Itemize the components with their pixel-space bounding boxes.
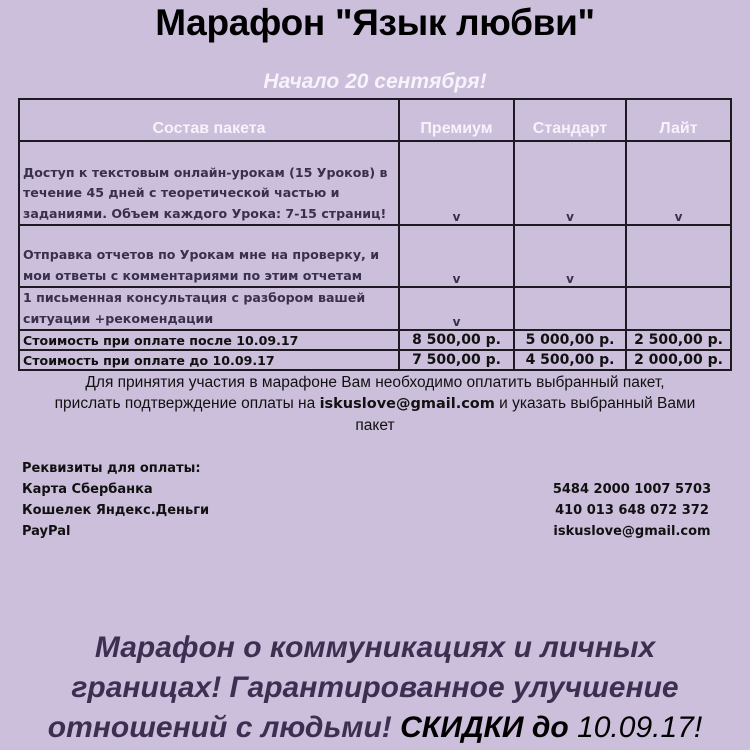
lite-check-mark: v xyxy=(626,141,731,225)
table-row xyxy=(19,225,731,287)
slogan-line: Марафон о коммуникациях и личных xyxy=(94,631,656,664)
payment-method-sberbank xyxy=(22,479,722,500)
standard-check-mark: v xyxy=(514,141,626,225)
payment-method-paypal xyxy=(22,521,722,542)
payment-method-label: Карта Сбербанка xyxy=(22,482,153,497)
premium-price: 7 500,00 р. xyxy=(399,350,514,370)
payment-method-value: 410 013 648 072 372 xyxy=(555,503,709,518)
column-header-premium: Премиум xyxy=(399,99,514,141)
standard-check-mark xyxy=(514,287,626,330)
column-header-standard: Стандарт xyxy=(514,99,626,141)
lite-check-mark xyxy=(626,287,731,330)
standard-price: 5 000,00 р. xyxy=(514,330,626,350)
column-header-lite: Лайт xyxy=(626,99,731,141)
payment-method-value[interactable]: iskuslove@gmail.com xyxy=(553,524,711,539)
promo-slogan xyxy=(0,628,750,748)
instructions-text: прислать подтверждение оплаты на xyxy=(54,395,320,412)
payment-heading: Реквизиты для оплаты: xyxy=(22,461,201,476)
lite-price: 2 000,00 р. xyxy=(626,350,731,370)
instructions-line: пакет xyxy=(355,417,395,434)
page-title: Марафон "Язык любви" xyxy=(155,2,595,43)
instructions-text: и указать выбранный Вами xyxy=(494,395,696,412)
payment-method-yandex xyxy=(22,500,722,521)
price-row-after xyxy=(19,330,731,350)
slogan-line: границах! Гарантированное улучшение xyxy=(71,671,679,704)
slogan-line xyxy=(0,708,750,748)
price-label: Стоимость при оплате до 10.09.17 xyxy=(19,350,399,370)
instructions-line xyxy=(0,393,750,415)
standard-price: 4 500,00 р. xyxy=(514,350,626,370)
package-comparison-table xyxy=(18,98,732,371)
lite-check-mark xyxy=(626,225,731,287)
payment-method-label: Кошелек Яндекс.Деньги xyxy=(22,503,210,518)
feature-description: Отправка отчетов по Урокам мне на проверку, и мои ответы с комментариями по этим отчетам xyxy=(19,225,399,287)
feature-description: Доступ к текстовым онлайн-урокам (15 Уроков) в течение 45 дней с теоретической частью и заданиями. Объем каждого Урока: 7-15 страниц! xyxy=(19,141,399,225)
payment-method-label: PayPal xyxy=(22,524,71,539)
table-row xyxy=(19,287,731,330)
contact-email-link[interactable]: iskuslove@gmail.com xyxy=(319,396,495,412)
table-header-row xyxy=(19,99,731,141)
discount-date: 10.09.17! xyxy=(577,711,703,744)
start-date-subtitle: Начало 20 сентября! xyxy=(263,70,487,93)
payment-method-value: 5484 2000 1007 5703 xyxy=(552,482,712,497)
premium-price: 8 500,00 р. xyxy=(399,330,514,350)
table-row xyxy=(19,141,731,225)
premium-check-mark: v xyxy=(399,287,514,330)
price-row-before xyxy=(19,350,731,370)
lite-price: 2 500,00 р. xyxy=(626,330,731,350)
standard-check-mark: v xyxy=(514,225,626,287)
feature-description: 1 письменная консультация с разбором вашей ситуации +рекомендации xyxy=(19,287,399,330)
premium-check-mark: v xyxy=(399,141,514,225)
slogan-text: отношений с людьми! xyxy=(47,711,401,744)
payment-details xyxy=(22,458,722,542)
instructions-line: Для принятия участия в марафоне Вам необходимо оплатить выбранный пакет, xyxy=(85,374,665,391)
price-label: Стоимость при оплате после 10.09.17 xyxy=(19,330,399,350)
participation-instructions xyxy=(0,372,750,436)
premium-check-mark: v xyxy=(399,225,514,287)
discount-label: СКИДКИ до xyxy=(400,711,578,744)
column-header-package: Состав пакета xyxy=(19,99,399,141)
